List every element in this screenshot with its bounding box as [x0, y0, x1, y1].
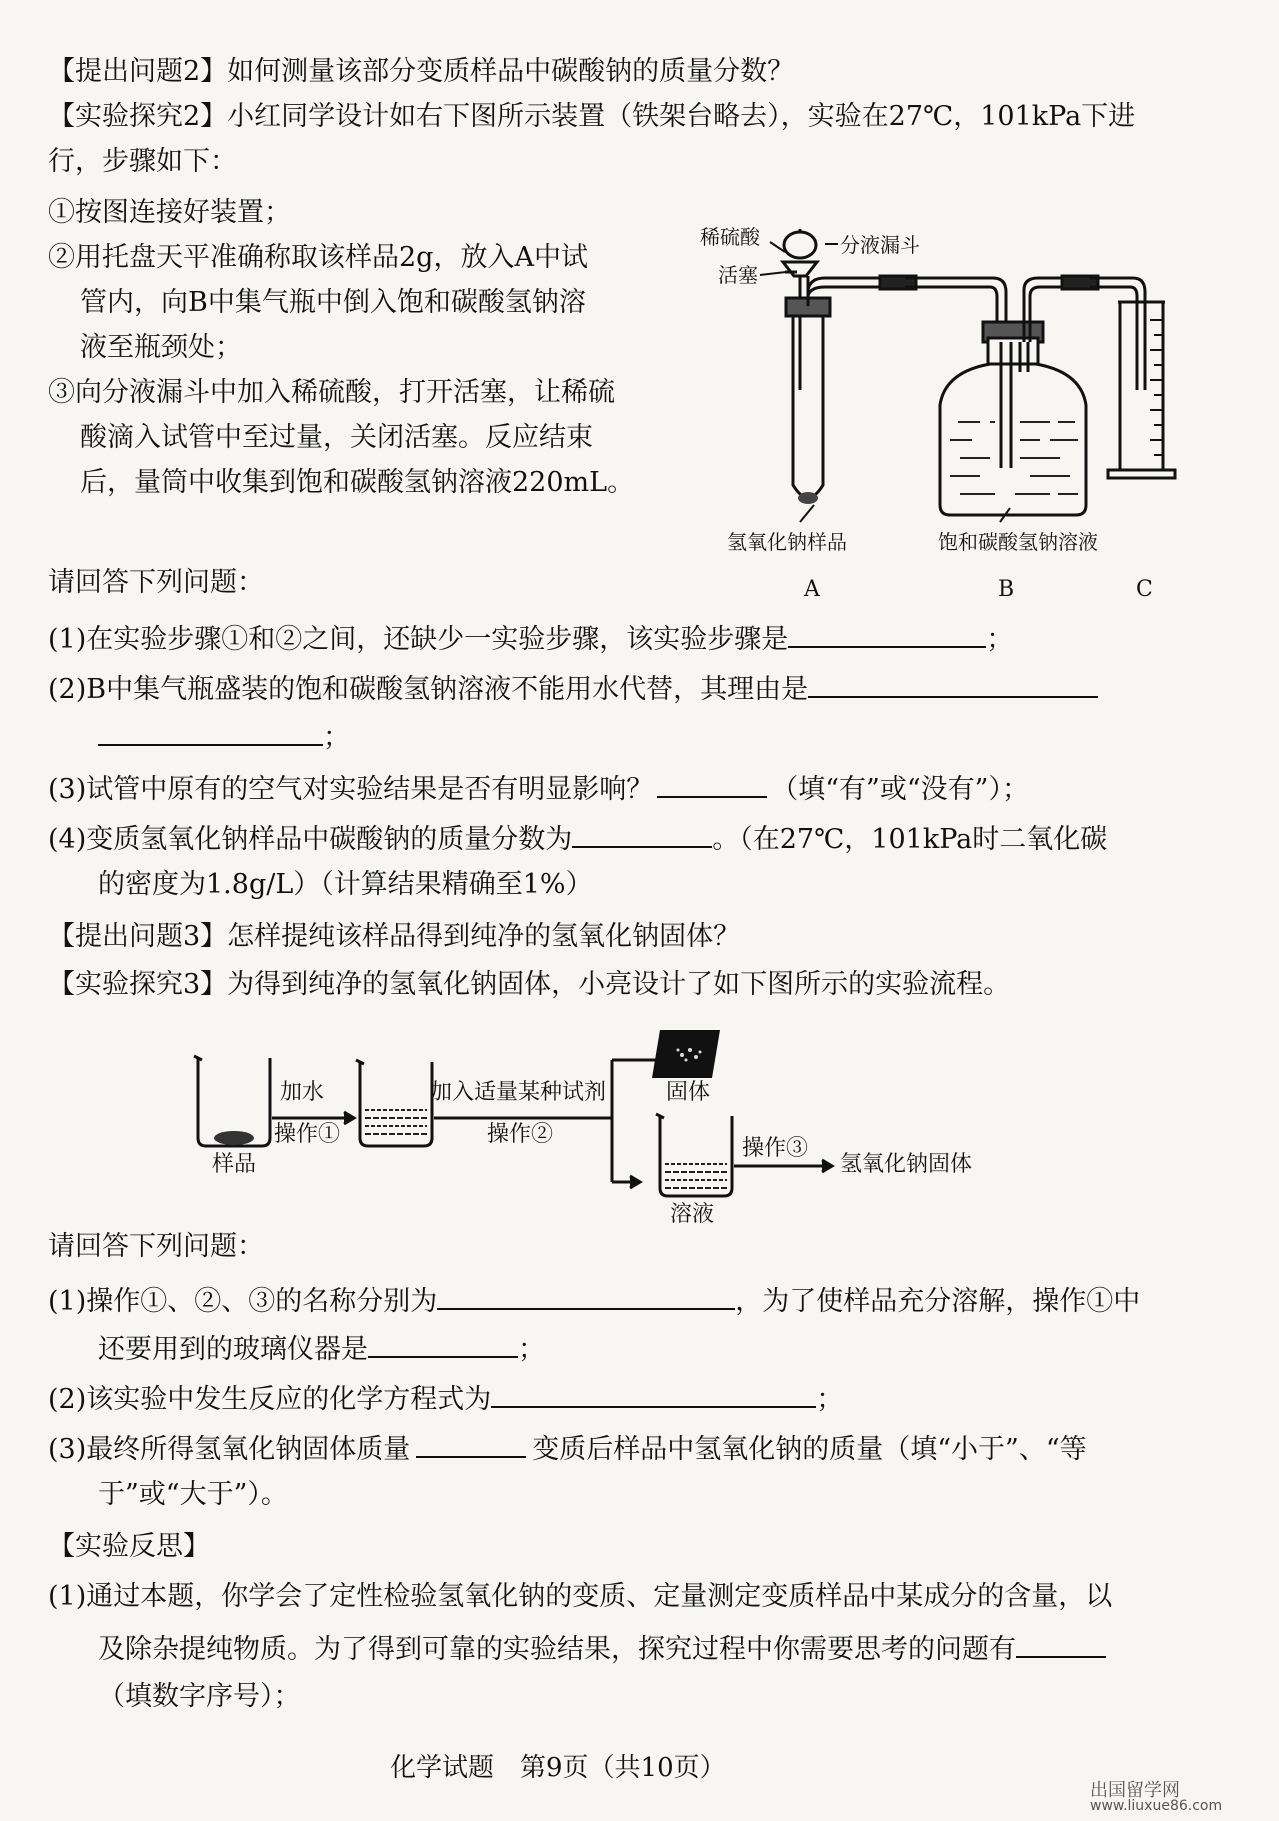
- part-1-text: (1)操作①、②、③的名称分别为: [48, 1286, 438, 1317]
- watermark-url: www.liuxue86.com: [1090, 1798, 1223, 1814]
- reflection-1: (1)通过本题，你学会了定性检验氢氧化钠的变质、定量测定变质样品中某成分的含量，以: [48, 1581, 1113, 1612]
- flow-solid: 固体: [666, 1080, 711, 1105]
- flow-sample: 样品: [212, 1152, 257, 1177]
- question-1: [48, 620, 1013, 657]
- part-3: [48, 1430, 1087, 1467]
- part-1-cont: [98, 1330, 545, 1367]
- reflection-heading: 【实验反思】: [48, 1531, 210, 1562]
- answer-blank[interactable]: [491, 1380, 816, 1408]
- answer-blank[interactable]: [416, 1430, 526, 1458]
- beaker-dissolved: [360, 1062, 432, 1146]
- answer-prompt: 请回答下列问题：: [48, 567, 264, 598]
- step-2: ②用托盘天平准确称取该样品2g，放入A中试: [48, 242, 588, 273]
- question-4-cont: 的密度为1.8g/L）（计算结果精确至1%）: [98, 869, 593, 900]
- answer-blank[interactable]: [788, 620, 986, 648]
- label-stopcock: 活塞: [718, 263, 758, 287]
- answer-blank[interactable]: [808, 670, 1098, 698]
- step-3: ③向分液漏斗中加入稀硫酸，打开活塞，让稀硫: [48, 377, 615, 408]
- question-4: [48, 820, 1107, 857]
- problem-2-heading: 【提出问题2】如何测量该部分变质样品中碳酸钠的质量分数？: [48, 56, 795, 87]
- part-3-hint: 变质后样品中氢氧化钠的质量（填“小于”、“等: [532, 1434, 1087, 1465]
- problem-3-heading: 【提出问题3】怎样提纯该样品得到纯净的氢氧化钠固体？: [48, 921, 741, 952]
- answer-blank[interactable]: [572, 820, 712, 848]
- part-3-cont: 于”或“大于”）。: [98, 1479, 288, 1510]
- flow-add-reagent: 加入适量某种试剂: [430, 1080, 607, 1105]
- experiment-3-intro: 【实验探究3】为得到纯净的氢氧化钠固体，小亮设计了如下图所示的实验流程。: [48, 969, 1011, 1000]
- experiment-2-intro: 【实验探究2】小红同学设计如右下图所示装置（铁架台略去），实验在27℃，101kPa下进: [48, 101, 1136, 132]
- label-nahco3-solution: 饱和碳酸氢钠溶液: [938, 530, 1098, 554]
- step-1: ①按图连接好装置；: [48, 197, 291, 228]
- question-2-cont: [98, 718, 350, 755]
- label-apparatus-a: A: [804, 577, 820, 602]
- flow-operation-3: 操作③: [742, 1136, 809, 1161]
- solid-precipitate: [652, 1030, 720, 1078]
- answer-blank[interactable]: [1016, 1630, 1106, 1658]
- question-3-hint: （填“有”或“没有”）；: [771, 774, 1029, 805]
- flow-operation-2: 操作②: [487, 1122, 554, 1147]
- flow-solution: 溶液: [670, 1202, 715, 1227]
- part-1-glassware: 还要用到的玻璃仪器是: [98, 1334, 368, 1365]
- label-naoh-sample: 氢氧化钠样品: [727, 530, 847, 554]
- answer-blank[interactable]: [437, 1282, 735, 1310]
- step-3-cont: 后，量筒中收集到饱和碳酸氢钠溶液220mL。: [80, 467, 635, 498]
- label-separatory-funnel: 分液漏斗: [840, 233, 920, 257]
- question-2-text: (2)B中集气瓶盛装的饱和碳酸氢钠溶液不能用水代替，其理由是: [48, 674, 809, 705]
- flow-add-water: 加水: [280, 1080, 325, 1105]
- reflection-1-cont: [98, 1630, 1106, 1667]
- flow-naoh-solid: 氢氧化钠固体: [840, 1152, 973, 1177]
- reflection-1-text: 及除杂提纯物质。为了得到可靠的实验结果，探究过程中你需要思考的问题有: [98, 1634, 1016, 1665]
- part-2: [48, 1380, 843, 1417]
- label-apparatus-b: B: [998, 577, 1015, 602]
- beaker-sample: [198, 1058, 270, 1146]
- sample-solid: [214, 1131, 254, 1145]
- question-1-text: (1)在实验步骤①和②之间，还缺少一实验步骤，该实验步骤是: [48, 624, 789, 655]
- answer-prompt-2: 请回答下列问题：: [48, 1231, 264, 1262]
- page-footer: 化学试题 第9页（共10页）: [390, 1753, 726, 1783]
- apparatus-diagram: [0, 0, 1279, 600]
- semicolon: ；: [323, 722, 350, 753]
- part-2-text: (2)该实验中发生反应的化学方程式为: [48, 1384, 492, 1415]
- answer-blank[interactable]: [98, 718, 323, 746]
- part-1-text-cont: ，为了使样品充分溶解，操作①中: [735, 1286, 1141, 1317]
- part-1: [48, 1282, 1140, 1319]
- beaker-solution: [660, 1116, 732, 1196]
- semicolon: ；: [816, 1384, 844, 1415]
- semicolon: ；: [986, 624, 1014, 655]
- funnel-bulb: [784, 232, 816, 258]
- question-3-text: (3)试管中原有的空气对实验结果是否有明显影响？: [48, 774, 654, 805]
- semicolon: ；: [518, 1334, 545, 1365]
- question-4-note: 。（在27℃，101kPa时二氧化碳: [712, 824, 1108, 855]
- reflection-1-hint: （填数字序号）；: [98, 1681, 301, 1712]
- part-3-text: (3)最终所得氢氧化钠固体质量: [48, 1434, 411, 1465]
- flow-operation-1: 操作①: [274, 1122, 341, 1147]
- label-apparatus-c: C: [1136, 577, 1153, 602]
- answer-blank[interactable]: [657, 770, 767, 798]
- sample-in-tube: [798, 492, 818, 504]
- question-3: [48, 770, 1029, 807]
- question-2: [48, 670, 1098, 707]
- step-2-cont: 管内，向B中集气瓶中倒入饱和碳酸氢钠溶: [80, 287, 586, 318]
- step-3-cont: 酸滴入试管中至过量，关闭活塞。反应结束: [80, 422, 593, 453]
- step-2-cont: 液至瓶颈处；: [80, 332, 242, 363]
- experiment-2-intro-cont: 行，步骤如下：: [48, 146, 237, 177]
- label-dilute-sulfuric-acid: 稀硫酸: [700, 225, 760, 249]
- question-4-text: (4)变质氢氧化钠样品中碳酸钠的质量分数为: [48, 824, 573, 855]
- watermark-site-name: 出国留学网: [1090, 1780, 1180, 1801]
- answer-blank[interactable]: [368, 1330, 518, 1358]
